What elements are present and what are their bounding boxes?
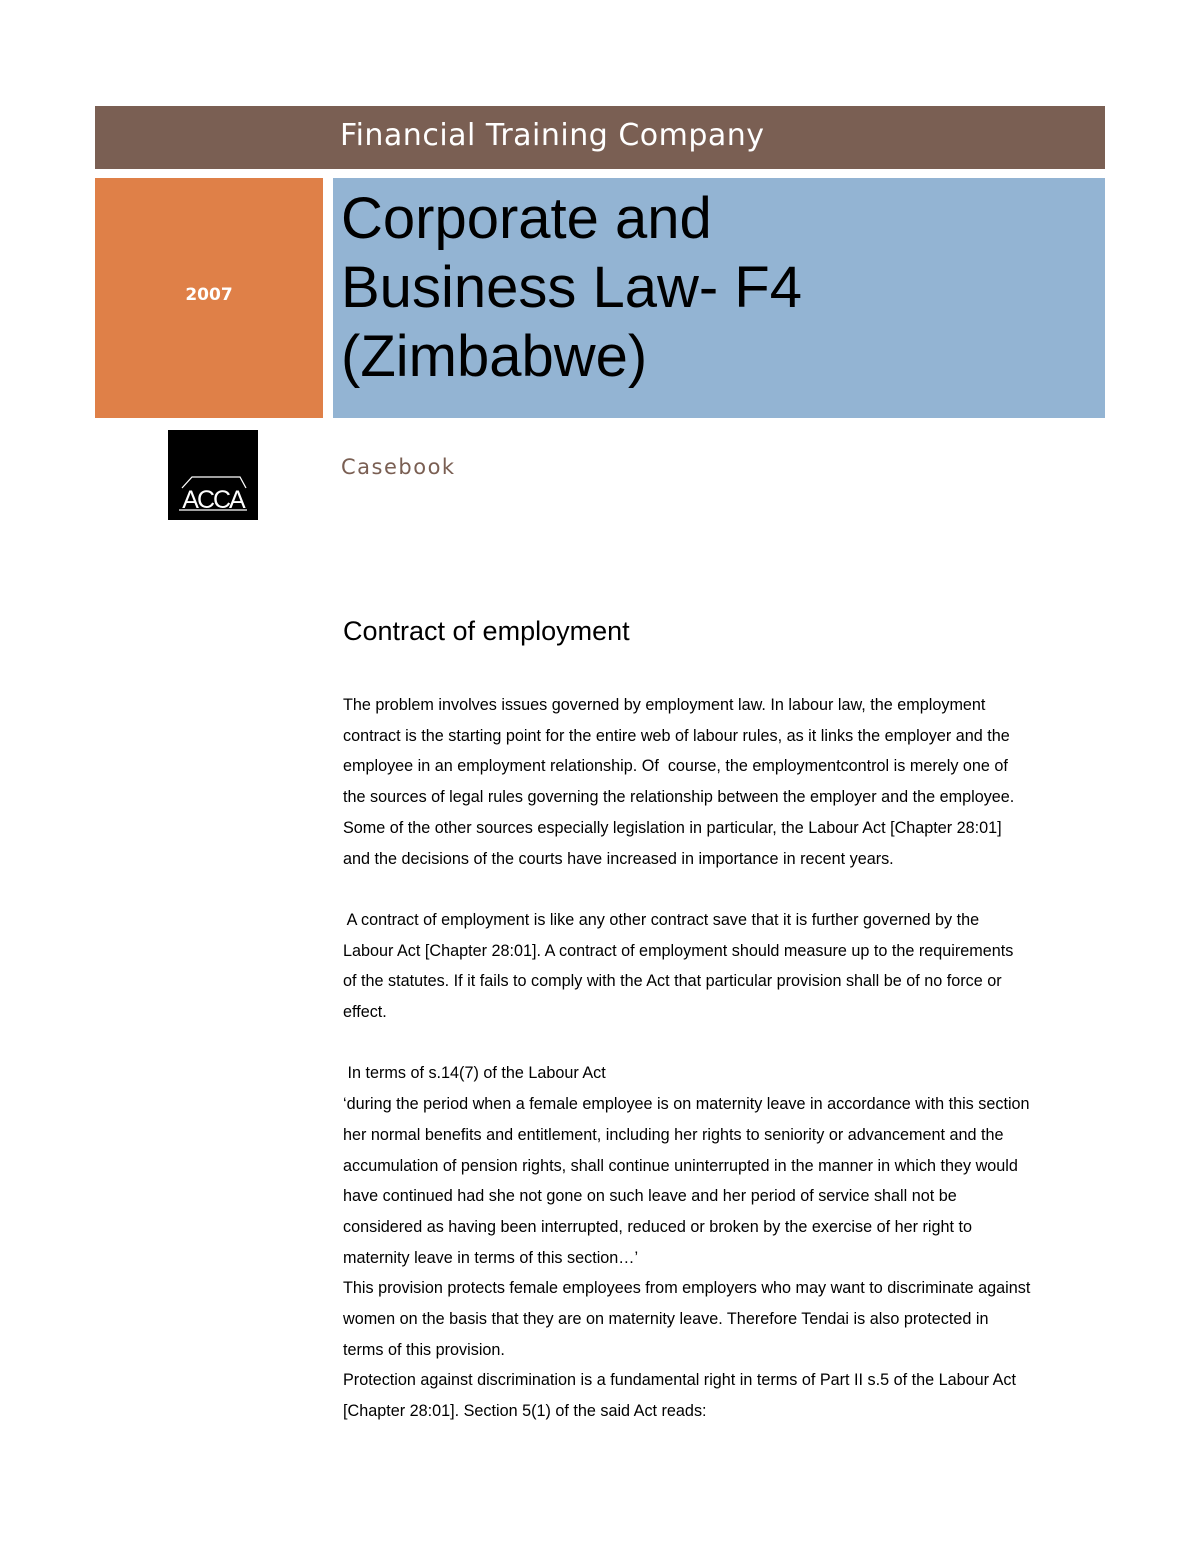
logo-text: ACCA — [182, 486, 244, 514]
acca-logo-icon — [168, 430, 258, 520]
text-line: A contract of employment is like any other contract save that it is further governed by the — [343, 910, 980, 929]
text-line: Labour Act [Chapter 28:01]. A contract of employment should measure up to the requirements — [343, 941, 1014, 960]
section-heading: Contract of employment — [343, 616, 630, 646]
title-line: Business Law- F4 — [341, 255, 802, 320]
text-line: terms of this provision. — [343, 1340, 505, 1359]
text-line: Some of the other sources especially legislation in particular, the Labour Act [Chapter 28:01] — [343, 818, 1002, 837]
text-line: women on the basis that they are on maternity leave. Therefore Tendai is also protected in — [343, 1310, 989, 1329]
text-line: effect. — [343, 1003, 387, 1022]
text-line: and the decisions of the courts have increased in importance in recent years. — [343, 849, 894, 868]
text-line: ‘during the period when a female employee is on maternity leave in accordance with this section — [343, 1095, 1030, 1114]
year-label: 2007 — [185, 285, 233, 305]
text-line: In terms of s.14(7) of the Labour Act — [343, 1064, 606, 1083]
text-line: the sources of legal rules governing the relationship between the employer and the employee. — [343, 788, 1015, 807]
title-line: (Zimbabwe) — [341, 324, 648, 389]
text-line: Protection against discrimination is a fundamental right in terms of Part II s.5 of the Labour Act — [343, 1371, 1017, 1390]
text-line: have continued had she not gone on such leave and her period of service shall not be — [343, 1187, 957, 1206]
text-line: employee in an employment relationship. Of course, the employmentcontrol is merely one of — [343, 757, 1008, 776]
text-line: [Chapter 28:01]. Section 5(1) of the said Act reads: — [343, 1402, 707, 1421]
title-line: Corporate and — [341, 186, 712, 251]
paragraph-gap — [343, 1028, 1103, 1059]
casebook-subtitle: Casebook — [341, 455, 456, 479]
text-line: of the statutes. If it fails to comply with the Act that particular provision shall be of no force or — [343, 972, 1002, 991]
text-line: The problem involves issues governed by employment law. In labour law, the employment — [343, 696, 986, 714]
paragraph-gap — [343, 874, 1103, 905]
text-line: accumulation of pension rights, shall continue uninterrupted in the manner in which they would — [343, 1156, 1018, 1175]
year-box — [95, 178, 323, 418]
text-line: her normal benefits and entitlement, including her rights to seniority or advancement and the — [343, 1125, 1004, 1144]
text-line: This provision protects female employees from employers who may want to discriminate against — [343, 1279, 1031, 1298]
text-line: maternity leave in terms of this section…’ — [343, 1248, 639, 1267]
title-box — [333, 178, 1105, 418]
body-text — [343, 690, 1103, 1427]
acca-logo — [168, 430, 258, 520]
company-banner — [95, 106, 1105, 169]
document-title — [341, 184, 802, 391]
text-line: considered as having been interrupted, reduced or broken by the exercise of her right to — [343, 1217, 972, 1236]
company-name: Financial Training Company — [340, 118, 765, 153]
text-line: contract is the starting point for the entire web of labour rules, as it links the employer and the — [343, 726, 1010, 745]
